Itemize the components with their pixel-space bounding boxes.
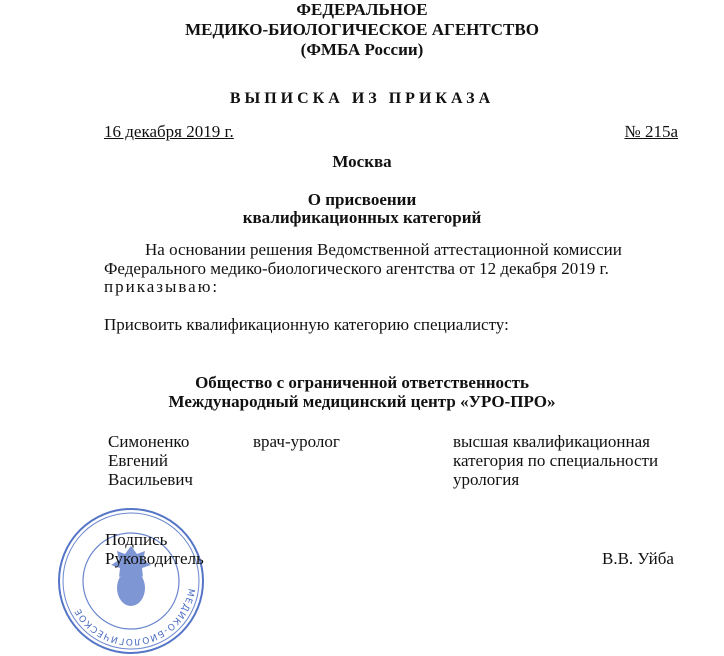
subject-line-2: квалификационных категорий bbox=[242, 208, 482, 227]
category-line-3: урология bbox=[453, 470, 520, 489]
basis-text-line-2: Федерального медико-биологического агентства от 12 декабря 2019 г. bbox=[104, 259, 609, 278]
category-line-1: высшая квалификационная bbox=[453, 432, 650, 451]
specialist-surname: Симоненко bbox=[108, 432, 190, 451]
document-date: 16 декабря 2019 г. bbox=[104, 122, 234, 141]
signature-label: Подпись bbox=[105, 530, 168, 549]
category-line-2: категория по специальности bbox=[453, 451, 659, 470]
document-title: ВЫПИСКА ИЗ ПРИКАЗА bbox=[229, 90, 495, 107]
signer-title: Руководитель bbox=[105, 549, 204, 568]
assign-text: Присвоить квалификационную категорию специалисту: bbox=[104, 315, 509, 334]
org-name-line-1: ФЕДЕРАЛЬНОЕ bbox=[296, 0, 428, 19]
basis-text-line-1: На основании решения Ведомственной аттестационной комиссии bbox=[145, 240, 622, 259]
signer-name: В.В. Уйба bbox=[602, 549, 674, 568]
subject-line-1: О присвоении bbox=[307, 190, 417, 209]
document-city: Москва bbox=[332, 152, 392, 171]
specialist-position: врач-уролог bbox=[253, 432, 340, 451]
organization-line-2: Международный медицинский центр «УРО-ПРО» bbox=[168, 392, 556, 411]
specialist-first-name: Евгений bbox=[108, 451, 168, 470]
org-abbreviation: (ФМБА России) bbox=[300, 40, 424, 59]
org-name-line-2: МЕДИКО-БИОЛОГИЧЕСКОЕ АГЕНТСТВО bbox=[185, 20, 539, 39]
order-word: приказываю: bbox=[104, 277, 220, 296]
organization-line-1: Общество с ограниченной ответственность bbox=[195, 373, 529, 392]
seal-ring-text: МЕДИКО-БИОЛОГИЧЕСКОЕ bbox=[73, 587, 196, 647]
document-number: № 215а bbox=[624, 122, 678, 141]
specialist-patronymic: Васильевич bbox=[108, 470, 193, 489]
